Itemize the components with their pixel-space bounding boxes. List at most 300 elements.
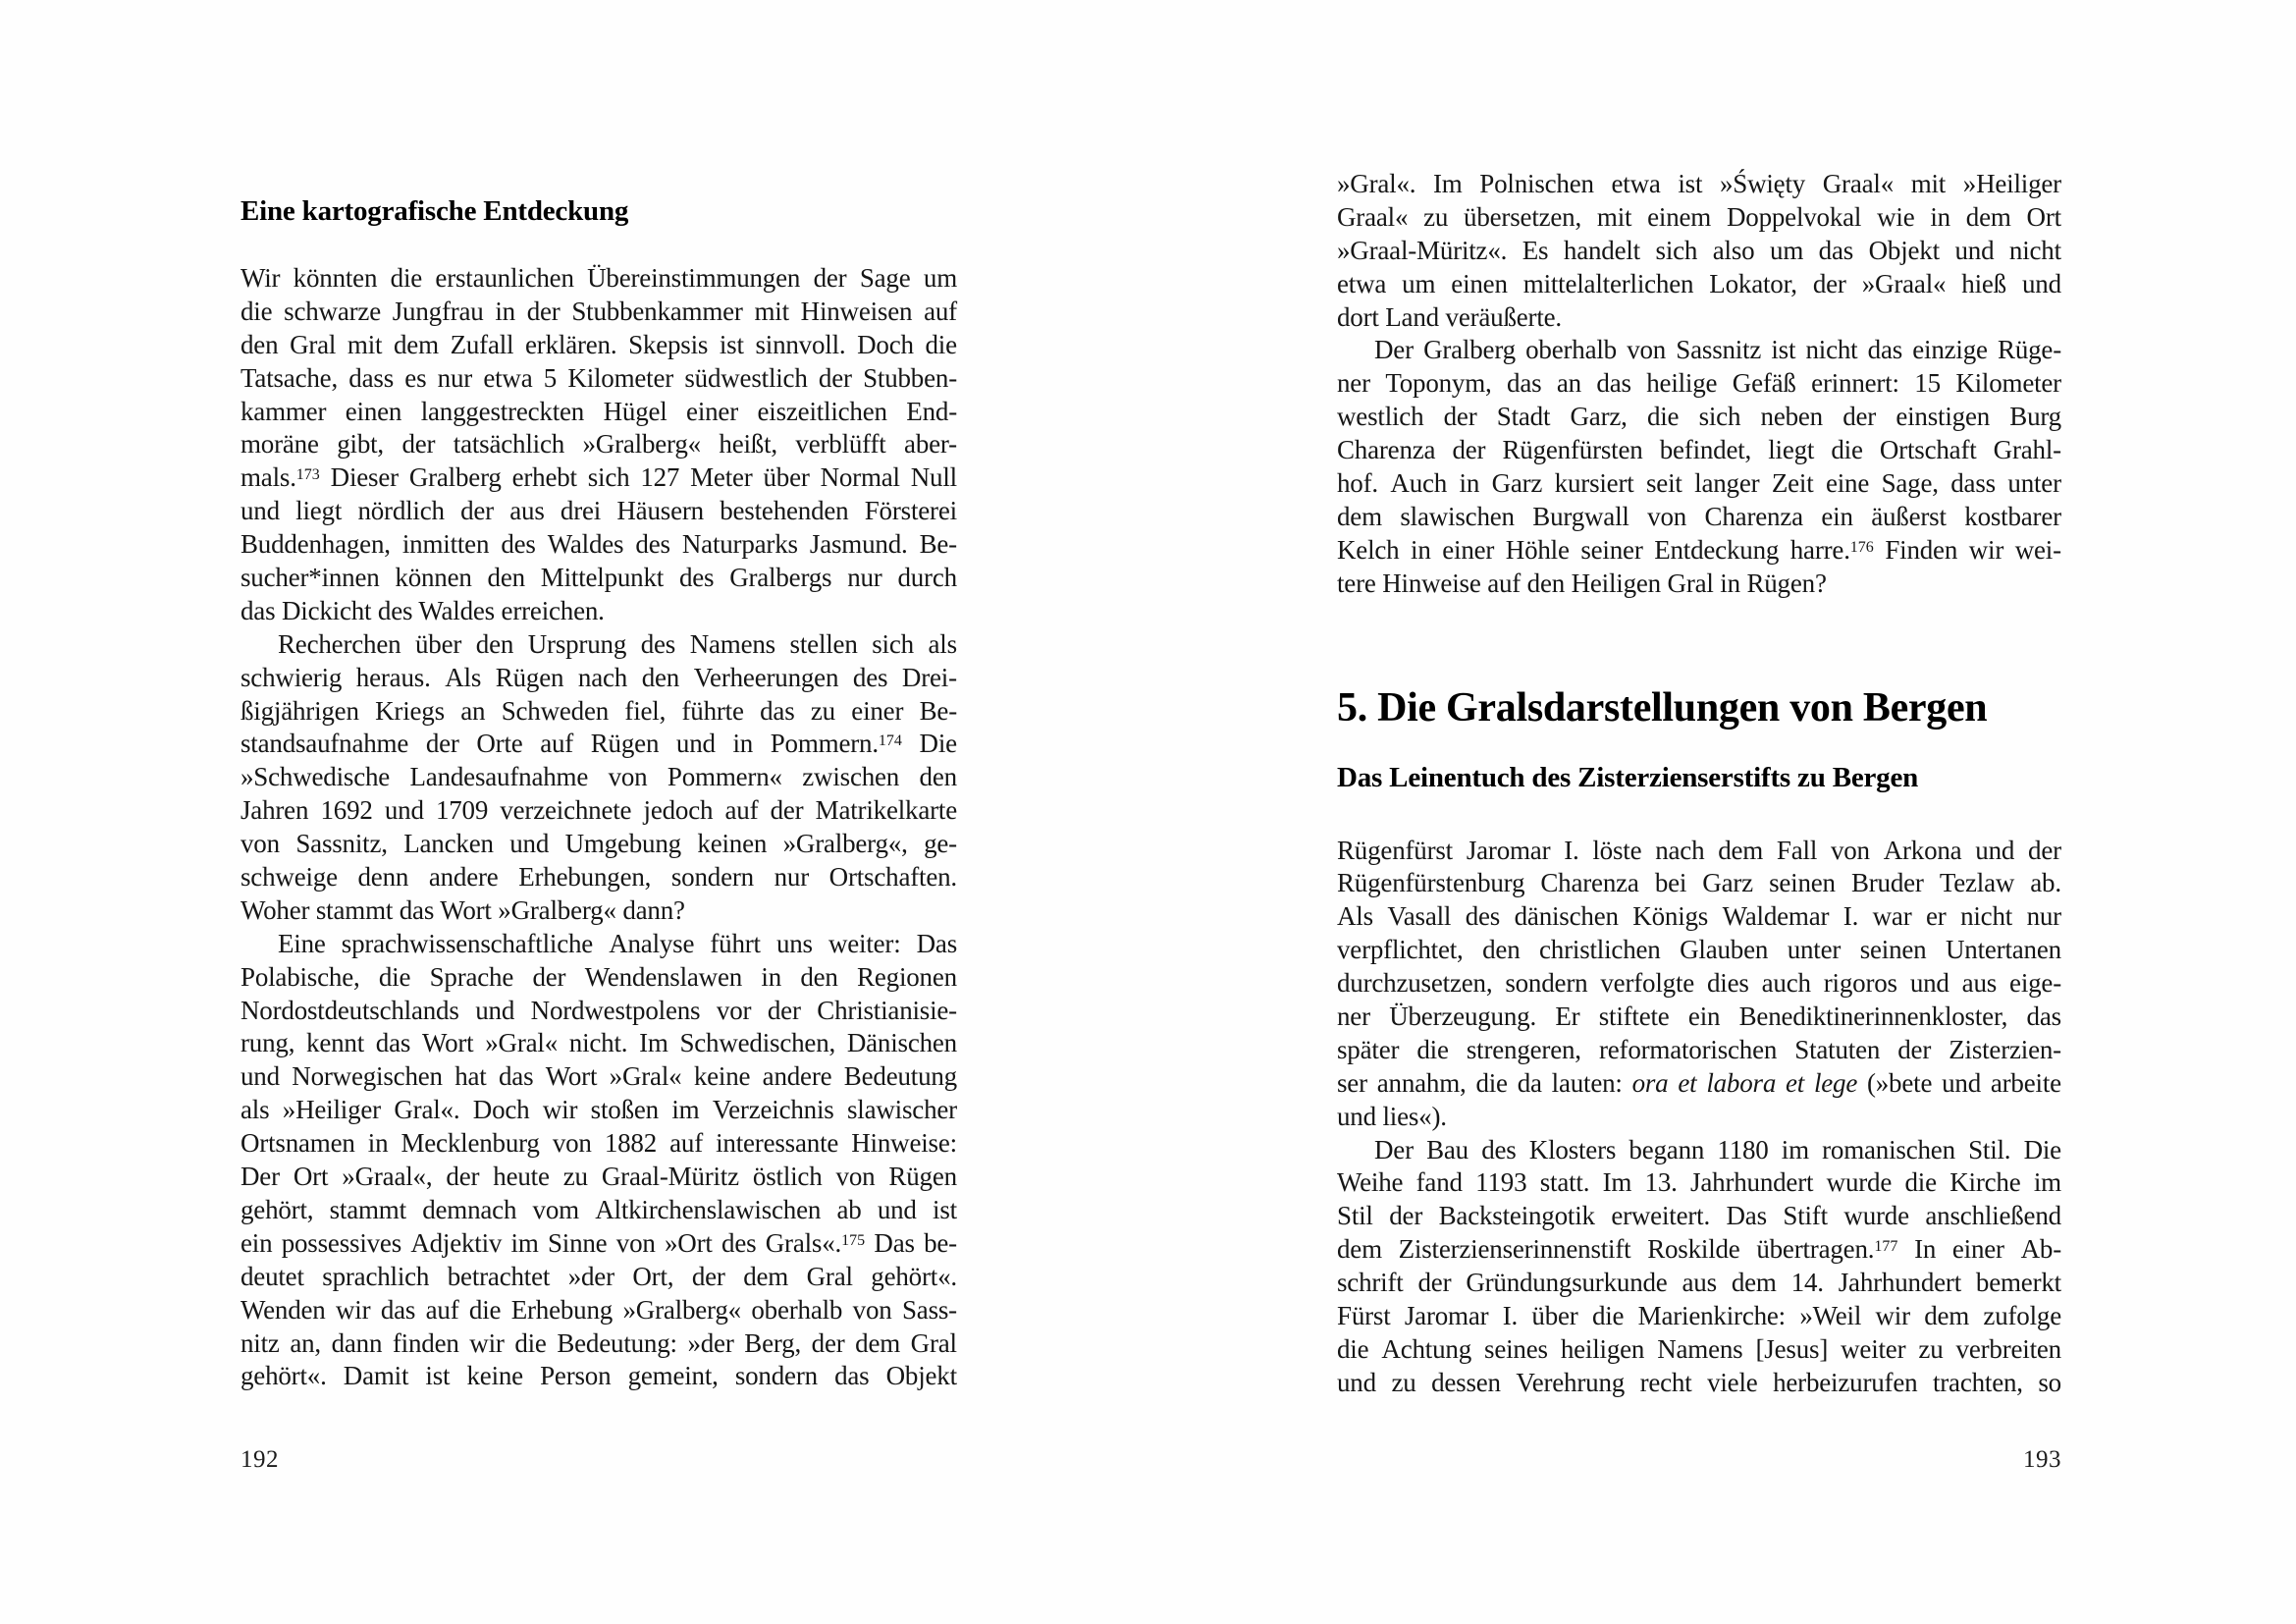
word: und bbox=[1942, 1067, 1981, 1098]
text-line bbox=[240, 1162, 957, 1195]
word: von bbox=[852, 1294, 892, 1325]
word: Stift bbox=[1783, 1201, 1828, 1231]
word: einzige bbox=[1912, 335, 1988, 365]
word: der bbox=[770, 795, 804, 826]
word: des bbox=[678, 563, 715, 593]
word: der bbox=[425, 729, 459, 759]
word: Kriegs bbox=[375, 695, 445, 726]
word: über bbox=[415, 628, 462, 659]
word: standsaufnahme bbox=[240, 729, 409, 759]
word: des bbox=[635, 529, 670, 560]
word: von bbox=[615, 1227, 656, 1258]
word: und bbox=[1954, 235, 1995, 265]
word: uns bbox=[775, 928, 813, 958]
word: Jahrhundert bbox=[1690, 1167, 1814, 1198]
word: Woher bbox=[240, 894, 310, 925]
word: das bbox=[760, 695, 795, 726]
word: des bbox=[377, 595, 413, 625]
chapter-heading: 5. Die Gralsdarstellungen von Bergen bbox=[1337, 684, 1988, 731]
word: keine bbox=[693, 1061, 751, 1092]
word: nicht bbox=[2008, 235, 2061, 265]
word: Stil. bbox=[1968, 1134, 2011, 1164]
word: Es bbox=[1522, 235, 1549, 265]
word: Achtung bbox=[1381, 1333, 1471, 1364]
word: die bbox=[468, 1294, 502, 1325]
word: heiligen bbox=[1560, 1333, 1645, 1364]
word: erklären. bbox=[525, 329, 617, 359]
text-line bbox=[240, 363, 957, 397]
word: aus bbox=[1961, 968, 1998, 999]
word: auf bbox=[924, 296, 957, 326]
word: Verheerungen bbox=[693, 662, 839, 692]
text-line bbox=[240, 462, 957, 496]
word: dann? bbox=[622, 894, 685, 925]
word: Bedeutung: bbox=[557, 1327, 677, 1358]
word: »Graal« bbox=[1861, 268, 1947, 298]
word: finden bbox=[392, 1327, 459, 1358]
word: auch bbox=[1761, 968, 1811, 999]
word: nicht bbox=[1805, 335, 1858, 365]
word: »Graal«, bbox=[342, 1162, 433, 1192]
text-line bbox=[240, 1128, 957, 1162]
word: dänischen bbox=[1514, 901, 1619, 932]
word: Objekt bbox=[1868, 235, 1940, 265]
text-line bbox=[240, 596, 957, 629]
word: heraus. bbox=[355, 662, 431, 692]
word: Jahrhundert bbox=[1838, 1268, 1961, 1298]
word: Waldes bbox=[418, 595, 495, 625]
word: Lokator, bbox=[1709, 268, 1797, 298]
word: moräne bbox=[240, 429, 319, 460]
word: Der bbox=[1374, 1134, 1414, 1164]
word: veräußerte. bbox=[1445, 301, 1562, 332]
text-line bbox=[240, 496, 957, 529]
word: den bbox=[487, 563, 525, 593]
word: die bbox=[1475, 1067, 1508, 1098]
word: Gral«. bbox=[394, 1095, 460, 1125]
word: langgestreckten bbox=[420, 396, 585, 426]
text-line bbox=[1337, 868, 2061, 901]
word: den bbox=[800, 961, 838, 992]
word: in bbox=[495, 296, 515, 326]
word: verzeichnete bbox=[500, 795, 632, 826]
word: sondern bbox=[1505, 968, 1588, 999]
word: also bbox=[1712, 235, 1755, 265]
word: die bbox=[378, 961, 411, 992]
text-line bbox=[240, 829, 957, 862]
word: lauten: bbox=[1551, 1067, 1623, 1098]
word: annahm, bbox=[1376, 1067, 1467, 1098]
word: liegt bbox=[1768, 435, 1815, 465]
word: Als bbox=[445, 662, 482, 692]
word: ist bbox=[719, 329, 744, 359]
word: Rügen bbox=[590, 729, 660, 759]
word: kennt bbox=[306, 1028, 365, 1058]
word: erreichen. bbox=[501, 595, 605, 625]
word: Hinweise: bbox=[851, 1128, 957, 1159]
word: durch bbox=[897, 563, 957, 593]
word: schrift bbox=[1337, 1268, 1404, 1298]
text-line bbox=[1337, 435, 2061, 468]
word: drei bbox=[560, 496, 602, 526]
word: Zeit bbox=[1771, 468, 1814, 499]
word: führte bbox=[681, 695, 744, 726]
word: sinnvoll. bbox=[755, 329, 846, 359]
word: deutet bbox=[240, 1261, 304, 1291]
word: Im bbox=[1433, 169, 1463, 198]
text-line bbox=[240, 795, 957, 829]
word: 5 bbox=[543, 362, 558, 393]
word: Der bbox=[240, 1162, 280, 1192]
word: später bbox=[1337, 1034, 1400, 1064]
footnote-marker: 175 bbox=[841, 1231, 866, 1249]
word: statt. bbox=[1539, 1167, 1590, 1198]
word: Dänischen bbox=[846, 1028, 957, 1058]
word: von bbox=[1830, 835, 1870, 865]
word: in bbox=[1411, 534, 1431, 565]
word: auf bbox=[540, 729, 574, 759]
word: Arkona bbox=[1883, 835, 1962, 865]
word: nach bbox=[1655, 835, 1705, 865]
word: Landesaufnahme bbox=[409, 762, 589, 792]
word: hat bbox=[454, 1061, 487, 1092]
word: und bbox=[1337, 1367, 1376, 1397]
word: in bbox=[732, 729, 754, 759]
page-number: 193 bbox=[2023, 1446, 2061, 1473]
word: zu bbox=[562, 1162, 588, 1192]
word: Backsteingotik bbox=[1438, 1201, 1595, 1231]
word: Stubbenkammer bbox=[571, 296, 743, 326]
word: ab. bbox=[2030, 868, 2061, 898]
word: Buddenhagen, bbox=[240, 529, 391, 560]
word: »der bbox=[687, 1327, 734, 1358]
italic-phrase: labora bbox=[1706, 1067, 1777, 1098]
word: Umgebung bbox=[564, 829, 681, 859]
word: und bbox=[475, 995, 515, 1025]
text-line bbox=[240, 1328, 957, 1362]
text-line bbox=[1337, 202, 2061, 236]
word: (»bete bbox=[1866, 1067, 1933, 1098]
word: Vasall bbox=[1387, 901, 1452, 932]
word: ner bbox=[1337, 368, 1370, 399]
word: slawischer bbox=[846, 1095, 957, 1125]
word: in bbox=[367, 1128, 389, 1159]
word: Die bbox=[2023, 1134, 2061, 1164]
word: be- bbox=[924, 1227, 957, 1258]
word: sprachlich bbox=[322, 1261, 430, 1291]
word: Hinweisen bbox=[800, 296, 913, 326]
text-line bbox=[1337, 1035, 2061, 1068]
word: sich bbox=[587, 462, 630, 493]
text-line bbox=[1337, 1234, 2061, 1268]
word: Schwedischen, bbox=[679, 1028, 836, 1058]
word: zu bbox=[1391, 1367, 1416, 1397]
word: Hügel bbox=[603, 396, 667, 426]
word: gehört, bbox=[240, 1194, 314, 1224]
italic-phrase: lege bbox=[1813, 1067, 1858, 1098]
footnote-marker: 176 bbox=[1849, 538, 1874, 556]
word: »Gralberg« bbox=[582, 429, 701, 460]
word: Jahren bbox=[240, 795, 309, 826]
text-line bbox=[1337, 535, 2061, 568]
word: Nordostdeutschlands bbox=[240, 995, 459, 1025]
word: der bbox=[2028, 835, 2061, 865]
word: inmitten bbox=[401, 529, 490, 560]
word: In bbox=[1914, 1234, 1937, 1265]
word: die bbox=[1337, 1333, 1369, 1364]
word: End- bbox=[906, 396, 957, 426]
word: Zufall bbox=[450, 329, 514, 359]
word: seit bbox=[1646, 468, 1682, 499]
word: 1882 bbox=[604, 1128, 658, 1159]
text-line bbox=[1337, 1368, 2061, 1401]
text-line bbox=[1337, 502, 2061, 535]
text-line bbox=[240, 263, 957, 297]
word: Waldes bbox=[547, 529, 624, 560]
word: Altkirchenslawischen bbox=[595, 1194, 822, 1224]
word: der bbox=[460, 496, 494, 526]
word: ein bbox=[1687, 1001, 1721, 1032]
word: Doppelvokal bbox=[1726, 201, 1862, 232]
word: Rügen? bbox=[1746, 568, 1827, 598]
word: als bbox=[928, 628, 957, 659]
text-line bbox=[240, 1295, 957, 1328]
footnote-marker: 177 bbox=[1874, 1238, 1898, 1256]
word: Adjektiv bbox=[410, 1227, 503, 1258]
word: über bbox=[1531, 1301, 1578, 1331]
word: verpflichtet, bbox=[1337, 935, 1464, 965]
word: einem bbox=[1647, 201, 1712, 232]
word: sich bbox=[1698, 402, 1741, 432]
word: heute bbox=[493, 1162, 550, 1192]
word: westlich bbox=[1337, 402, 1424, 432]
word: die bbox=[1904, 1167, 1937, 1198]
word: ist bbox=[933, 1194, 957, 1224]
word: die bbox=[514, 1327, 547, 1358]
word: Glauben bbox=[1680, 935, 1769, 965]
word: Bruder bbox=[1850, 868, 1924, 898]
word: dem bbox=[743, 1261, 789, 1291]
word: stammt bbox=[329, 1194, 406, 1224]
word: zwischen bbox=[802, 762, 900, 792]
text-line bbox=[240, 929, 957, 962]
page-192-text-column bbox=[240, 194, 957, 1394]
word: verbreiten bbox=[1955, 1333, 2061, 1364]
word: sprachwissenschaftliche bbox=[341, 928, 594, 958]
word: Graal« bbox=[1822, 169, 1895, 198]
word: des bbox=[721, 1227, 757, 1258]
word: 15 bbox=[1914, 368, 1941, 399]
word: liegt bbox=[295, 496, 343, 526]
word: strengeren, bbox=[1466, 1034, 1581, 1064]
word: mit bbox=[1596, 201, 1632, 232]
word: den bbox=[1526, 568, 1566, 598]
word: um bbox=[1770, 235, 1804, 265]
text-line bbox=[1337, 1301, 2061, 1334]
word: [Jesus] bbox=[1755, 1333, 1829, 1364]
text-line bbox=[1337, 568, 2061, 602]
text-line bbox=[1337, 836, 2061, 869]
word: keinen bbox=[697, 829, 768, 859]
word: Sinne bbox=[547, 1227, 608, 1258]
word: rigoros bbox=[1823, 968, 1897, 999]
word: der bbox=[526, 296, 561, 326]
word: herbeizurufen bbox=[1773, 1367, 1918, 1397]
word: schwarze bbox=[284, 296, 381, 326]
word: einen bbox=[1451, 268, 1508, 298]
word: im bbox=[671, 1095, 700, 1125]
word: Gefäß bbox=[1732, 368, 1796, 399]
word: Burg bbox=[2009, 402, 2061, 432]
text-line bbox=[1337, 1102, 2061, 1135]
word: im bbox=[1781, 1134, 1809, 1164]
word: »Heiliger bbox=[282, 1095, 381, 1125]
word: andere bbox=[762, 1061, 832, 1092]
word: Wort bbox=[421, 1028, 474, 1058]
word: interessante bbox=[716, 1128, 839, 1159]
word: heißt, bbox=[719, 429, 777, 460]
word: so bbox=[2038, 1367, 2061, 1397]
word: Sprache bbox=[429, 961, 514, 992]
word: Jasmund. bbox=[809, 529, 908, 560]
word: Charenza bbox=[1337, 435, 1436, 465]
word: nicht bbox=[1960, 901, 2013, 932]
word: Das bbox=[874, 1227, 915, 1258]
word: der bbox=[446, 1162, 480, 1192]
word: Tezlaw bbox=[1939, 868, 2015, 898]
word: erstaunlichen bbox=[435, 263, 574, 293]
word: Null bbox=[910, 462, 957, 493]
word: mals.$^{173}$ bbox=[240, 462, 320, 493]
word: mit bbox=[347, 329, 383, 359]
word: Be- bbox=[919, 695, 957, 726]
word: 127 bbox=[640, 462, 680, 493]
word: trachten, bbox=[1932, 1367, 2023, 1397]
word: und bbox=[1975, 835, 2015, 865]
word: Norwegischen bbox=[292, 1061, 443, 1092]
word: dem bbox=[1337, 1234, 1382, 1265]
italic-phrase: et bbox=[1785, 1067, 1805, 1098]
word: nur bbox=[437, 362, 473, 393]
word: demnach bbox=[422, 1194, 517, 1224]
word: die bbox=[1591, 1301, 1625, 1331]
text-line bbox=[240, 1195, 957, 1228]
word: Naturparks bbox=[681, 529, 798, 560]
word: Försterei bbox=[864, 496, 957, 526]
text-line bbox=[240, 330, 957, 363]
word: wurde bbox=[1826, 1167, 1893, 1198]
word: das bbox=[380, 1294, 416, 1325]
word: der bbox=[401, 429, 436, 460]
word: Meter bbox=[690, 462, 753, 493]
word: Sassnitz bbox=[1676, 335, 1762, 365]
word: Damit bbox=[343, 1361, 409, 1391]
word: den bbox=[475, 628, 514, 659]
word: das bbox=[399, 894, 435, 925]
word: Matrikelkarte bbox=[815, 795, 957, 826]
word: das bbox=[240, 595, 276, 625]
word: sucher*innen bbox=[240, 563, 380, 593]
word: um bbox=[923, 263, 957, 293]
word: Sage bbox=[859, 263, 911, 293]
word: stammt bbox=[315, 894, 394, 925]
word: und bbox=[1909, 968, 1949, 999]
word: einer bbox=[686, 396, 739, 426]
word: seinen bbox=[1769, 868, 1836, 898]
word: Pommern« bbox=[667, 762, 782, 792]
word: Das bbox=[916, 928, 957, 958]
word: reformatorischen bbox=[1598, 1034, 1778, 1064]
word: der bbox=[691, 1261, 725, 1291]
word: Jaromar bbox=[1404, 1301, 1489, 1331]
word: wir bbox=[542, 1095, 578, 1125]
word: von bbox=[1627, 335, 1667, 365]
word: Ab- bbox=[2020, 1234, 2061, 1265]
text-line bbox=[1337, 269, 2061, 302]
word: um bbox=[1402, 268, 1436, 298]
word: Recherchen bbox=[278, 628, 401, 659]
word: Dickicht bbox=[281, 595, 372, 625]
word: etwa bbox=[483, 362, 533, 393]
word: Normal bbox=[820, 462, 900, 493]
word: erinnert: bbox=[1811, 368, 1899, 399]
word bbox=[1632, 1068, 1669, 1099]
word: über bbox=[763, 462, 810, 493]
word: weiter bbox=[1841, 1333, 1906, 1364]
text-line bbox=[240, 629, 957, 663]
word: recht bbox=[1639, 1367, 1692, 1397]
word: viele bbox=[1707, 1367, 1758, 1397]
word: 1193 bbox=[1475, 1167, 1527, 1198]
word bbox=[1678, 1068, 1696, 1099]
text-line bbox=[240, 397, 957, 430]
word: nur bbox=[774, 862, 810, 893]
word: »Weil bbox=[1799, 1301, 1862, 1331]
word: in bbox=[1459, 468, 1480, 499]
word: Sassnitz, bbox=[295, 829, 388, 859]
word: dessen bbox=[1431, 1367, 1501, 1397]
text-line bbox=[240, 663, 957, 696]
word: die bbox=[1646, 402, 1680, 432]
italic-phrase: et bbox=[1678, 1067, 1697, 1098]
word: das bbox=[1818, 235, 1854, 265]
text-line bbox=[240, 563, 957, 596]
word: wir bbox=[1875, 1301, 1910, 1331]
word: von bbox=[835, 1162, 876, 1192]
word: eine bbox=[1825, 468, 1870, 499]
word: rung, bbox=[240, 1028, 295, 1058]
word: des bbox=[640, 628, 676, 659]
word: den bbox=[240, 329, 279, 359]
word: slawischen bbox=[1400, 501, 1515, 531]
word: Gral bbox=[1667, 568, 1714, 598]
word: »Gral« bbox=[609, 1061, 682, 1092]
word: führt bbox=[710, 928, 761, 958]
word: und bbox=[2021, 268, 2061, 298]
word: Ursprung bbox=[527, 628, 627, 659]
word: betrachtet bbox=[447, 1261, 551, 1291]
word: Benediktinerinnenkloster, bbox=[1738, 1001, 2008, 1032]
text-line bbox=[240, 297, 957, 330]
word: stoßen bbox=[590, 1095, 659, 1125]
word: bemerkt bbox=[1975, 1268, 2061, 1298]
word: des bbox=[852, 662, 888, 692]
word: da bbox=[1517, 1067, 1542, 1098]
word: Charenza bbox=[1540, 868, 1639, 898]
word: Be- bbox=[919, 529, 957, 560]
subsection-heading: Das Leinentuch des Zisterzienserstifts zu Bergen bbox=[1337, 761, 1919, 793]
word: vor bbox=[716, 995, 752, 1025]
